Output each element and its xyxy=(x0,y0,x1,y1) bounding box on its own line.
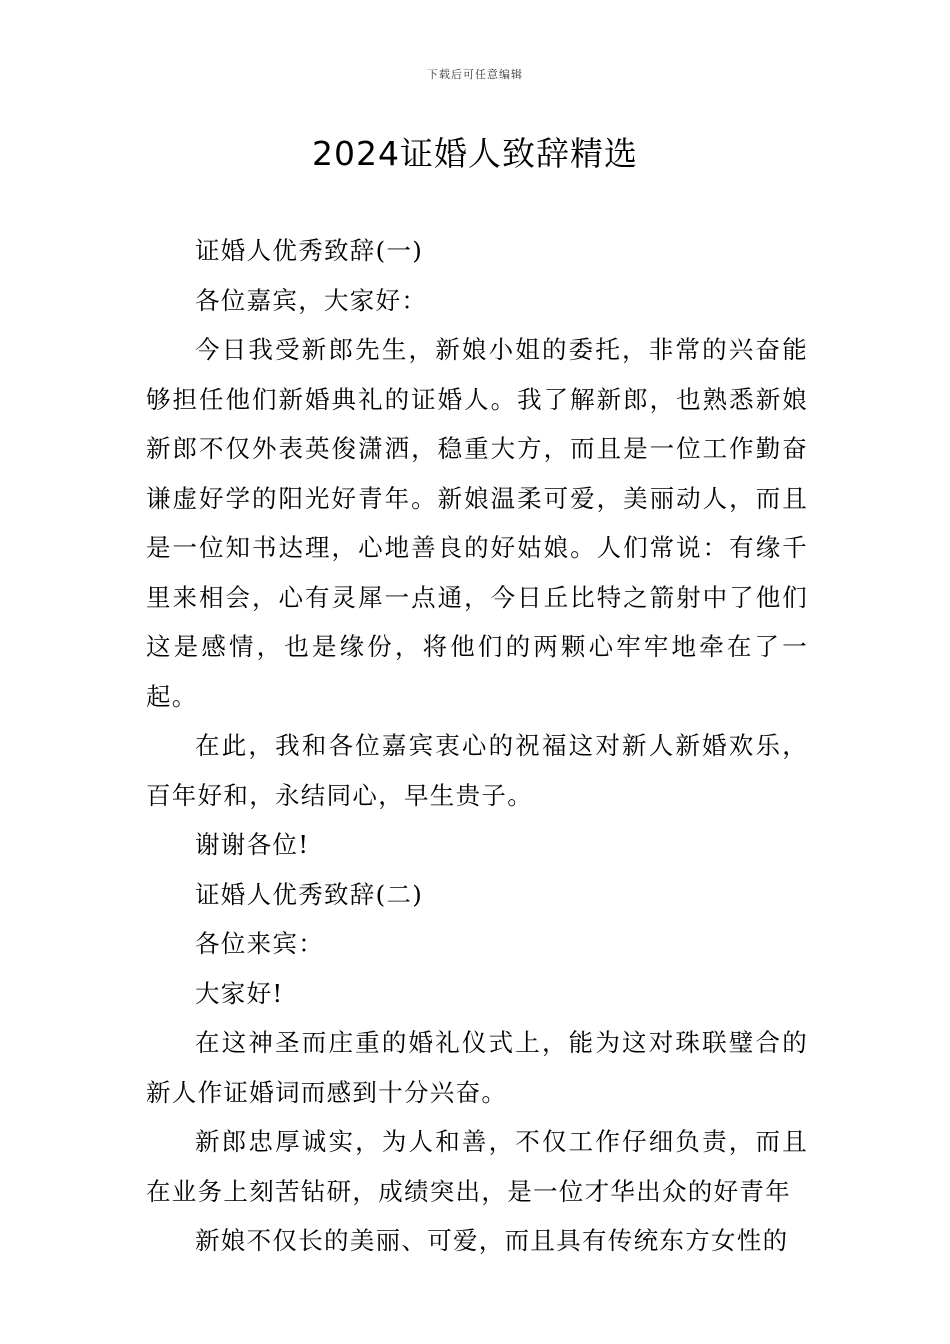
closing-1: 谢谢各位! xyxy=(195,830,310,859)
header-note: 下载后可任意编辑 xyxy=(427,68,523,81)
greeting-2b: 大家好! xyxy=(195,978,284,1008)
document-title: 2024证婚人致辞精选 xyxy=(312,134,638,173)
document-body xyxy=(146,226,808,1266)
section-heading-1: 证婚人优秀致辞(一) xyxy=(195,236,424,265)
greeting-1: 各位嘉宾，大家好： xyxy=(195,285,428,315)
paragraph-intro-2: 在这神圣而庄重的婚礼仪式上，能为这对珠联璧合的新人作证婚词而感到十分兴奋。 xyxy=(146,1028,808,1107)
paragraph-bride-2: 新娘不仅长的美丽、可爱，而且具有传统东方女性的 xyxy=(195,1226,789,1255)
section-heading-2: 证婚人优秀致辞(二) xyxy=(195,879,424,909)
paragraph-intro-1: 今日我受新郎先生，新娘小姐的委托，非常的兴奋能够担任他们新婚典礼的证婚人。我了解新郎，也熟悉新娘新郎不仅外表英俊潇洒，稳重大方，而且是一位工作勤奋谦虚好学的阳光好青年。新娘温柔可爱，美丽动人，而且是一位知书达理，心地善良的好姑娘。人们常说：有缘千里来相会，心有灵犀一点通，今日丘比特之箭射中了他们这是感情，也是缘份，将他们的两颗心牢牢地牵在了一起。 xyxy=(146,335,808,711)
paragraph-groom-2: 新郎忠厚诚实，为人和善，不仅工作仔细负责，而且在业务上刻苦钻研，成绩突出，是一位才华出众的好青年 xyxy=(146,1127,808,1206)
paragraph-blessing-1: 在此，我和各位嘉宾衷心的祝福这对新人新婚欢乐，百年好和，永结同心，早生贵子。 xyxy=(146,731,808,810)
greeting-2: 各位来宾： xyxy=(195,929,324,958)
